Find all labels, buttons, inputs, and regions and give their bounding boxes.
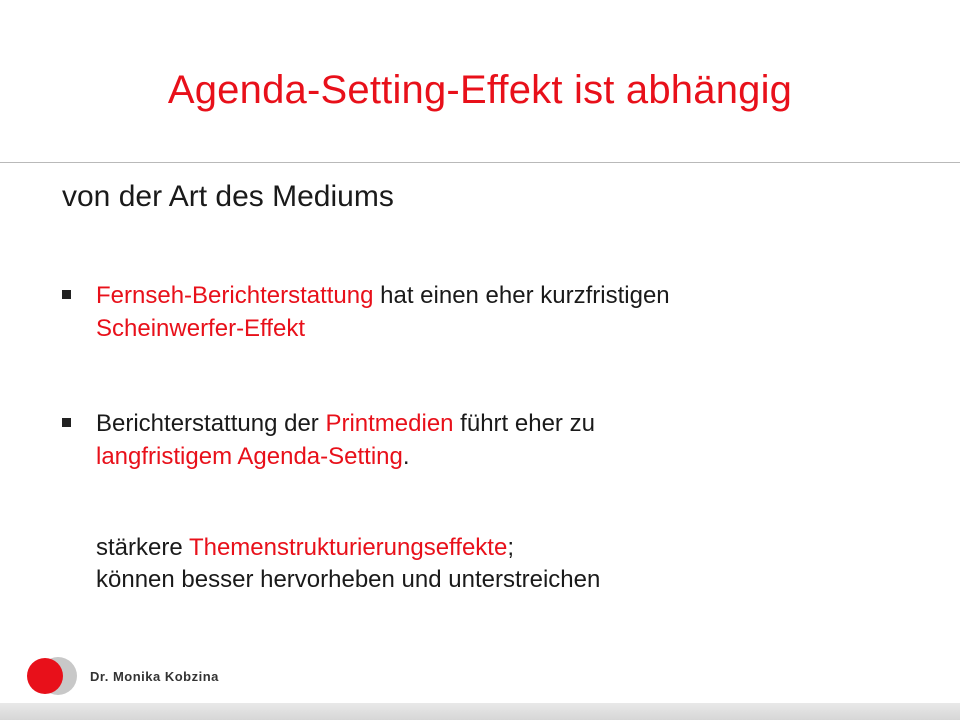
square-bullet-icon xyxy=(62,290,71,299)
follow-up-text xyxy=(96,532,916,596)
slide-title: Agenda-Setting-Effekt ist abhängig xyxy=(167,68,793,112)
square-bullet-icon xyxy=(62,418,71,427)
highlight-term: Scheinwerfer-Effekt xyxy=(96,315,305,342)
title-divider xyxy=(0,162,960,163)
bullet-text-part: führt eher zu xyxy=(453,410,595,437)
text-part: können besser hervorheben und unterstreichen xyxy=(96,566,601,593)
bullet-text-part: . xyxy=(402,443,410,470)
highlight-term: Themenstrukturierungseffekte xyxy=(188,534,508,561)
brand-name: Dr. Monika Kobzina xyxy=(90,669,219,684)
bullet-text-part: Berichterstattung der xyxy=(96,410,326,437)
logo-circles-icon xyxy=(26,656,80,696)
footer-bar xyxy=(0,703,960,720)
text-part: ; xyxy=(507,534,514,561)
highlight-term: Printmedien xyxy=(325,410,454,437)
slide-subtitle: von der Art des Mediums xyxy=(62,180,394,213)
bullet-item-tv xyxy=(62,279,922,345)
bullet-text xyxy=(96,407,922,473)
bullet-item-print xyxy=(62,407,922,473)
bullet-text-part: hat einen eher kurzfristigen xyxy=(373,282,670,309)
highlight-term: langfristigem Agenda-Setting xyxy=(96,443,403,470)
text-part: stärkere xyxy=(96,534,189,561)
bullet-text xyxy=(96,279,922,345)
highlight-term: Fernseh-Berichterstattung xyxy=(96,282,374,309)
